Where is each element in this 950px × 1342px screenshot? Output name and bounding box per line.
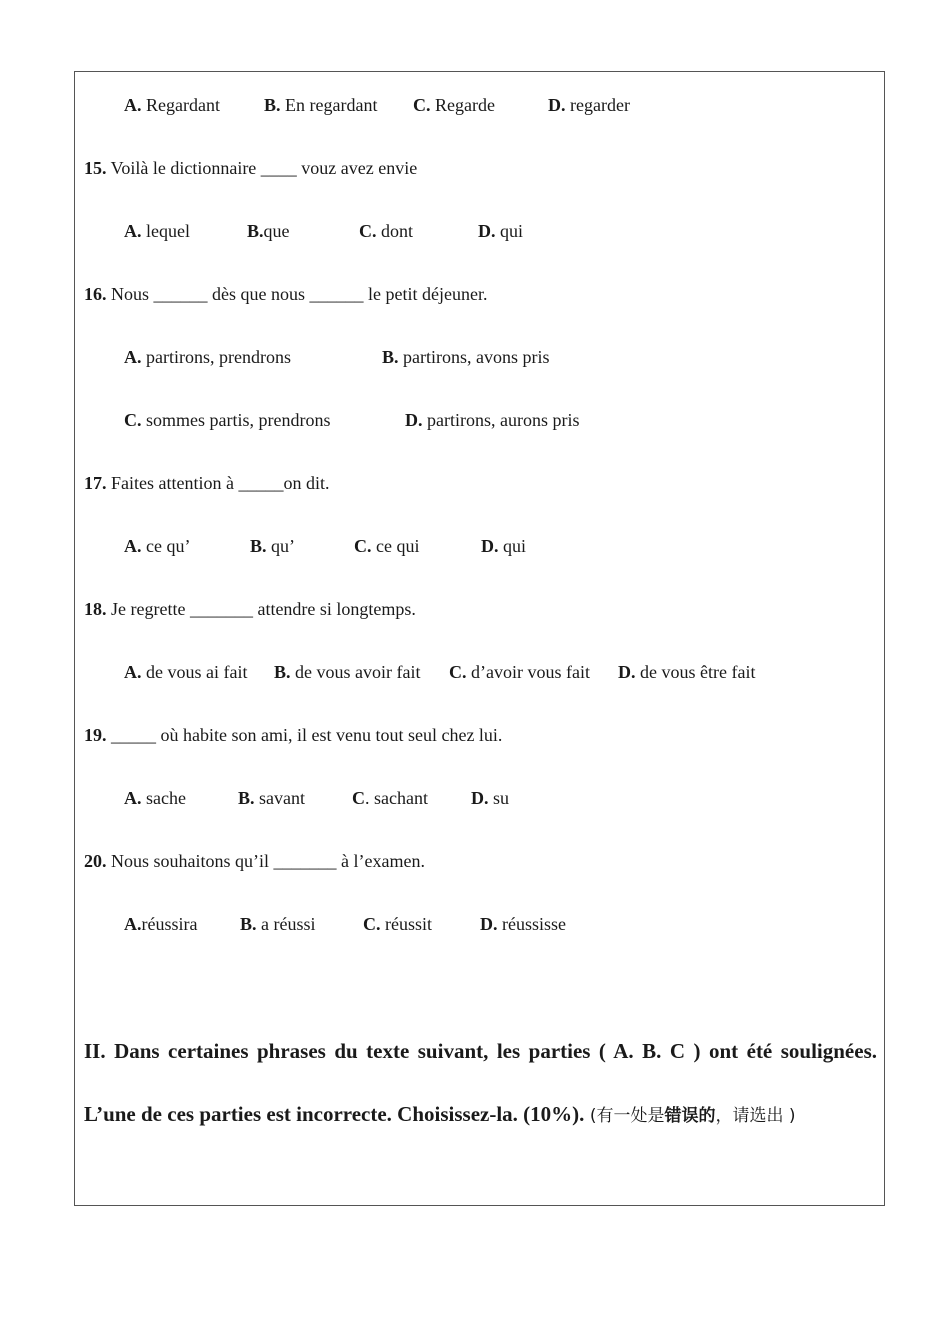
option-c bbox=[352, 787, 428, 809]
option-c bbox=[359, 220, 413, 242]
option-a bbox=[124, 220, 190, 242]
text: II. Dans certaines phrases du texte suivant, les parties ( A. B. C ) ont été soulignées. bbox=[84, 1039, 877, 1063]
label-bold: 17. bbox=[84, 473, 107, 493]
text: Regarde bbox=[430, 95, 495, 115]
text: réussit bbox=[380, 914, 432, 934]
text: _____ où habite son ami, il est venu tout seul chez lui. bbox=[106, 725, 503, 745]
label-bold: 15. bbox=[84, 158, 107, 178]
label-bold: C. bbox=[124, 410, 142, 430]
text: de vous être fait bbox=[635, 662, 756, 682]
option-d bbox=[618, 661, 755, 683]
option-d bbox=[405, 409, 579, 431]
option-b bbox=[274, 661, 420, 683]
text: su bbox=[488, 788, 510, 808]
question-16 bbox=[84, 283, 487, 305]
label-bold: D. bbox=[480, 914, 498, 934]
text: En regardant bbox=[280, 95, 378, 115]
option-b bbox=[264, 94, 377, 116]
option-c bbox=[413, 94, 495, 116]
label-bold: A. bbox=[124, 662, 142, 682]
label-bold: A. bbox=[124, 347, 142, 367]
section-2-heading-line2 bbox=[84, 1101, 796, 1129]
text: réussira bbox=[141, 914, 198, 934]
label-bold: C. bbox=[449, 662, 467, 682]
option-d bbox=[471, 787, 509, 809]
option-b bbox=[238, 787, 305, 809]
question-18 bbox=[84, 598, 416, 620]
label-bold: A. bbox=[124, 221, 142, 241]
text: Faites attention à _____on dit. bbox=[106, 473, 330, 493]
label-bold: B. bbox=[264, 95, 281, 115]
option-a bbox=[124, 535, 190, 557]
text: Nous souhaitons qu’il _______ à l’examen. bbox=[106, 851, 425, 871]
label-bold: 20. bbox=[84, 851, 107, 871]
text: de vous ai fait bbox=[141, 662, 248, 682]
question-19 bbox=[84, 724, 502, 746]
option-b bbox=[250, 535, 295, 557]
text: partirons, aurons pris bbox=[422, 410, 580, 430]
text: ，请选出 ) bbox=[715, 1106, 796, 1126]
option-d bbox=[548, 94, 630, 116]
label-bold: D. bbox=[481, 536, 499, 556]
label-bold: D. bbox=[471, 788, 489, 808]
section-2-chinese-note bbox=[584, 1106, 795, 1126]
option-d bbox=[481, 535, 526, 557]
option-c bbox=[354, 535, 419, 557]
label-bold: A. bbox=[124, 536, 142, 556]
text: Regardant bbox=[141, 95, 220, 115]
text: partirons, prendrons bbox=[141, 347, 291, 367]
label-bold: B. bbox=[250, 536, 267, 556]
option-a bbox=[124, 346, 291, 368]
text: regarder bbox=[565, 95, 630, 115]
text: a réussi bbox=[256, 914, 316, 934]
option-a bbox=[124, 94, 220, 116]
option-b bbox=[247, 220, 290, 242]
text: Nous ______ dès que nous ______ le petit déjeuner. bbox=[106, 284, 488, 304]
option-b bbox=[240, 913, 316, 935]
option-a bbox=[124, 661, 247, 683]
label-bold: B. bbox=[382, 347, 399, 367]
question-17 bbox=[84, 472, 329, 494]
text: qui bbox=[495, 221, 524, 241]
option-c bbox=[124, 409, 330, 431]
text: réussisse bbox=[497, 914, 566, 934]
text: Voilà le dictionnaire ____ vouz avez envie bbox=[106, 158, 418, 178]
label-bold: B. bbox=[238, 788, 255, 808]
text: sommes partis, prendrons bbox=[141, 410, 331, 430]
label-bold: C. bbox=[354, 536, 372, 556]
text: . sachant bbox=[365, 788, 428, 808]
question-15 bbox=[84, 157, 417, 179]
option-d bbox=[478, 220, 523, 242]
label-bold: C bbox=[352, 788, 365, 808]
label-bold: 19. bbox=[84, 725, 107, 745]
option-a bbox=[124, 787, 186, 809]
text: qui bbox=[498, 536, 527, 556]
label-bold: D. bbox=[405, 410, 423, 430]
label-bold: 18. bbox=[84, 599, 107, 619]
label-bold: A. bbox=[124, 788, 142, 808]
text: que bbox=[263, 221, 290, 241]
label-bold: C. bbox=[359, 221, 377, 241]
text: d’avoir vous fait bbox=[466, 662, 590, 682]
text: qu’ bbox=[266, 536, 296, 556]
label-bold: 16. bbox=[84, 284, 107, 304]
text: L’une de ces parties est incorrecte. Choisissez-la. (10%). bbox=[84, 1102, 585, 1126]
text: lequel bbox=[141, 221, 190, 241]
label-bold: B. bbox=[274, 662, 291, 682]
text: dont bbox=[376, 221, 414, 241]
label-bold: A. bbox=[124, 914, 142, 934]
label-bold: 错误的 bbox=[664, 1106, 716, 1126]
label-bold: B. bbox=[240, 914, 257, 934]
text: partirons, avons pris bbox=[398, 347, 550, 367]
option-c bbox=[449, 661, 590, 683]
text: Je regrette _______ attendre si longtemps. bbox=[106, 599, 416, 619]
label-bold: D. bbox=[548, 95, 566, 115]
section-2-heading-line1 bbox=[84, 1038, 877, 1064]
text: de vous avoir fait bbox=[290, 662, 421, 682]
label-bold: B. bbox=[247, 221, 264, 241]
text: savant bbox=[254, 788, 305, 808]
text: ce qu’ bbox=[141, 536, 191, 556]
text: (有一处是 bbox=[584, 1106, 665, 1126]
option-b bbox=[382, 346, 550, 368]
label-bold: D. bbox=[478, 221, 496, 241]
option-c bbox=[363, 913, 432, 935]
label-bold: C. bbox=[363, 914, 381, 934]
option-a bbox=[124, 913, 197, 935]
label-bold: A. bbox=[124, 95, 142, 115]
label-bold: D. bbox=[618, 662, 636, 682]
text: ce qui bbox=[371, 536, 420, 556]
text: sache bbox=[141, 788, 186, 808]
option-d bbox=[480, 913, 566, 935]
label-bold: C. bbox=[413, 95, 431, 115]
question-20 bbox=[84, 850, 425, 872]
